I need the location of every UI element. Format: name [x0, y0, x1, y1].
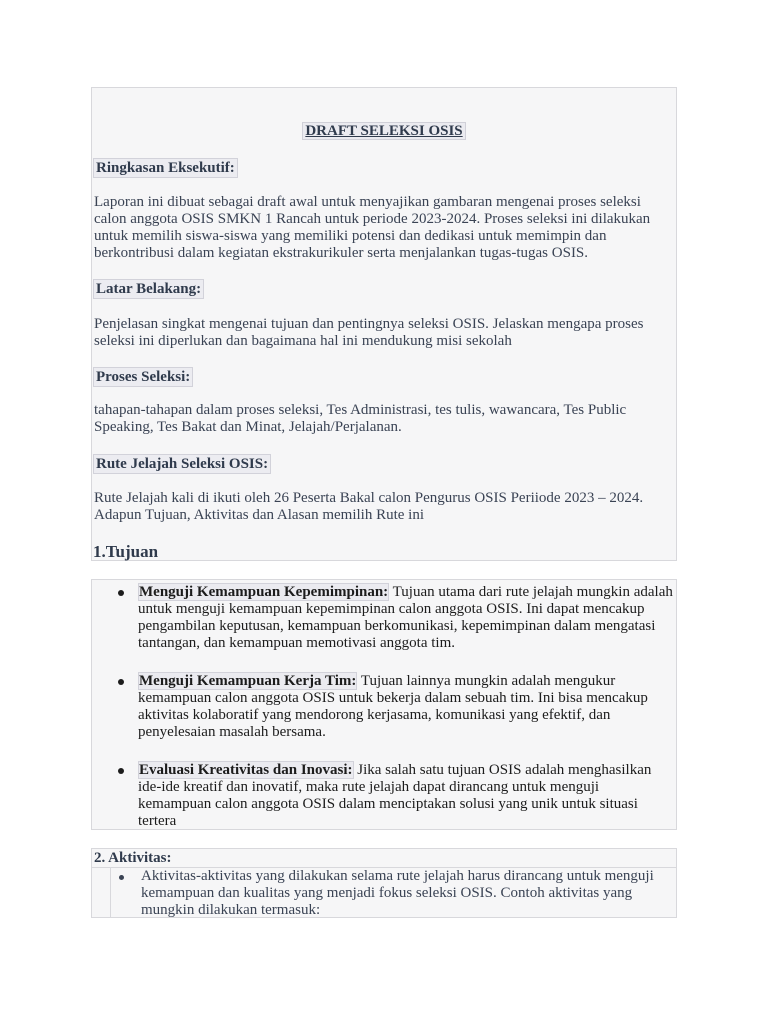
paragraph-rute-jelajah: Rute Jelajah kali di ikuti oleh 26 Peserta Bakal calon Pengurus OSIS Periiode 2023 – 2024. Adapun Tujuan, Aktivitas dan Alasan memilih Rute ini: [94, 490, 644, 523]
paragraph-ringkasan-eksekutif: Laporan ini dibuat sebagai draft awal untuk menyajikan gambaran mengenai proses seleksi calon anggota OSIS SMKN 1 Rancah untuk periode 2023-2024. Proses seleksi ini dilakukan untuk memilih siswa-siswa yang memiliki potensi dan dedikasi untuk memimpin dan berkontribusi dalam kegiatan ekstrakurikuler serta menjalankan tugas-tugas OSIS.: [94, 194, 651, 261]
heading-ringkasan-eksekutif: Ringkasan Eksekutif:: [93, 158, 238, 178]
tujuan-item-text: Tujuan utama dari rute jelajah mungkin adalah untuk menguji kemampuan kepemimpinan calon anggota OSIS. Ini dapat mencakup pengambilan keputusan, kemampuan berkomunikasi, kepemimpinan dalam mengatasi tantangan, dan kemampuan memotivasi anggota tim.: [138, 584, 673, 651]
heading-proses-seleksi: Proses Seleksi:: [93, 367, 193, 387]
aktivitas-item-text: Aktivitas-aktivitas yang dilakukan selama rute jelajah harus dirancang untuk menguji kemampuan dan kualitas yang menjadi fokus seleksi OSIS. Contoh aktivitas yang mungkin dilakukan termasuk:: [141, 868, 654, 918]
paragraph-latar-belakang: Penjelasan singkat mengenai tujuan dan pentingnya seleksi OSIS. Jelaskan mengapa proses seleksi ini diperlukan dan bagaimana hal ini mendukung misi sekolah: [94, 316, 644, 349]
bullet-icon: [118, 768, 124, 774]
tujuan-item-lead: Menguji Kemampuan Kerja Tim:: [139, 673, 357, 689]
heading-latar-belakang: Latar Belakang:: [93, 279, 204, 299]
document-main-panel: [91, 87, 677, 561]
tujuan-item-lead: Evaluasi Kreativitas dan Inovasi:: [139, 762, 353, 778]
heading-tujuan: 1.Tujuan: [93, 542, 159, 561]
tujuan-list-panel: [91, 579, 677, 830]
tujuan-item-lead: Menguji Kemampuan Kepemimpinan:: [139, 584, 389, 600]
tujuan-item-text: Jika salah satu tujuan OSIS adalah menghasilkan ide-ide kreatif dan inovatif, maka rute jelajah dapat dirancang untuk menguji kemampuan calon anggota OSIS dalam menciptakan solusi yang unik untuk situasi tertera: [138, 762, 652, 829]
heading-aktivitas: 2. Aktivitas:: [92, 849, 676, 868]
bullet-icon: [119, 875, 124, 880]
bullet-icon: [118, 679, 124, 685]
aktivitas-panel: [91, 848, 677, 918]
list-item: [110, 868, 676, 917]
bullet-icon: [118, 590, 124, 596]
heading-rute-jelajah: Rute Jelajah Seleksi OSIS:: [93, 454, 271, 474]
paragraph-proses-seleksi: tahapan-tahapan dalam proses seleksi, Tes Administrasi, tes tulis, wawancara, Tes Public Speaking, Tes Bakat dan Minat, Jelajah/Perjalanan.: [94, 402, 627, 435]
tujuan-item-text: Tujuan lainnya mungkin adalah mengukur kemampuan calon anggota OSIS untuk bekerja dalam sebuah tim. Ini bisa mencakup aktivitas kolaboratif yang mendorong kerjasama, komunikasi yang efektif, dan penyelesaian masalah bersama.: [138, 673, 648, 740]
document-title: DRAFT SELEKSI OSIS: [92, 123, 676, 140]
